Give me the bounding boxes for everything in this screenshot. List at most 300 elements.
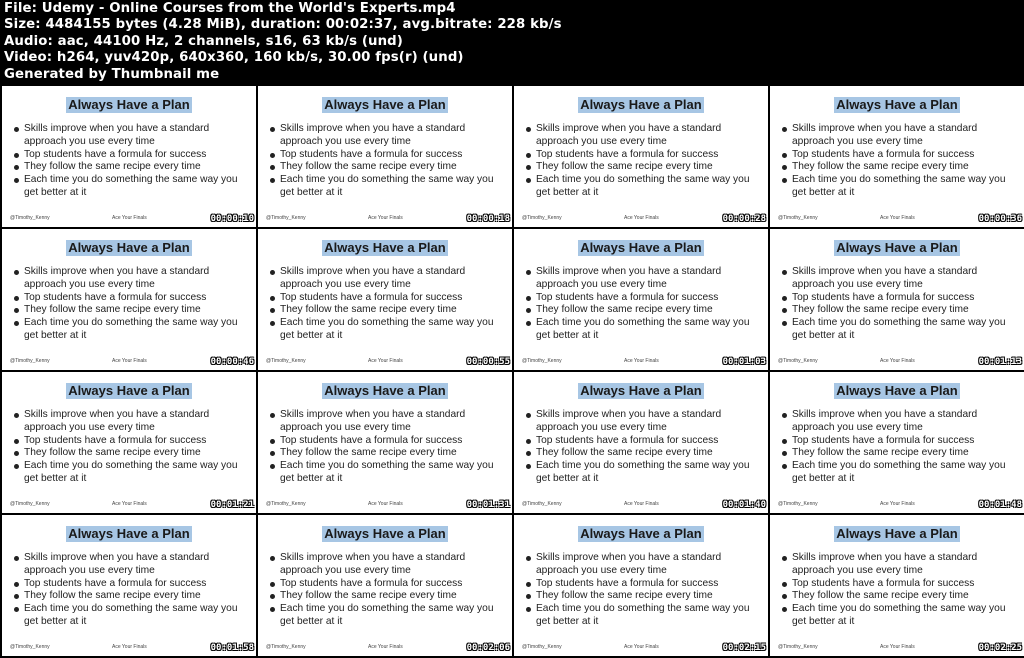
bullet-dot-icon [14,451,19,456]
slide-title [770,239,1024,257]
thumbnail-timestamp: 00:00:10 [210,214,254,224]
slide-bullet-list [11,409,251,486]
slide-bullet [11,174,251,200]
slide-bullet [267,317,507,343]
bullet-dot-icon [270,582,275,587]
video-thumbnail [258,229,512,370]
bullet-text: They follow the same recipe every time [792,590,969,602]
bullet-text: Each time you do something the same way you get better at it [280,460,494,484]
bullet-dot-icon [270,451,275,456]
slide-title-text: Always Have a Plan [580,526,702,541]
slide-title-text: Always Have a Plan [836,97,958,112]
slide-bullet-list [267,552,507,629]
slide-bullet [523,149,763,162]
bullet-dot-icon [782,413,787,418]
slide-bullet [267,552,507,578]
slide-footer-course: Ace Your Finals [880,358,915,364]
bullet-text: Skills improve when you have a standard approach you use every time [280,552,466,576]
slide-bullet [11,590,251,603]
slide-bullet [779,590,1019,603]
slide-bullet-list [523,552,763,629]
slide-bullet [267,590,507,603]
bullet-text: Top students have a formula for success [536,291,719,303]
bullet-text: Top students have a formula for success [792,577,975,589]
slide-bullet [779,174,1019,200]
thumbnail-timestamp: 00:00:28 [722,214,766,224]
slide-title-text: Always Have a Plan [580,240,702,255]
slide-title [2,525,256,543]
slide-footer-course: Ace Your Finals [368,215,403,221]
thumbnail-timestamp: 00:00:46 [210,357,254,367]
slide-footer-author: @Timothy_Kenny [266,215,306,221]
slide-footer-course: Ace Your Finals [112,644,147,650]
bullet-text: They follow the same recipe every time [280,161,457,173]
bullet-dot-icon [526,296,531,301]
bullet-dot-icon [782,321,787,326]
bullet-text: They follow the same recipe every time [792,304,969,316]
slide-bullet [779,552,1019,578]
slide-bullet [779,435,1019,448]
thumbnail-timestamp: 00:00:36 [978,214,1022,224]
slide-bullet [11,266,251,292]
slide-bullet [779,460,1019,486]
slide-bullet [267,266,507,292]
bullet-dot-icon [782,594,787,599]
slide-bullet [267,292,507,305]
thumbnail-timestamp: 00:02:25 [978,643,1022,653]
slide-footer-author: @Timothy_Kenny [778,215,818,221]
bullet-dot-icon [782,296,787,301]
thumbnail-timestamp: 00:01:58 [210,643,254,653]
bullet-text: They follow the same recipe every time [536,447,713,459]
bullet-dot-icon [782,556,787,561]
slide-title [2,96,256,114]
slide-footer-author: @Timothy_Kenny [266,501,306,507]
video-thumbnail [514,372,768,513]
slide-bullet [779,123,1019,149]
slide-title [770,382,1024,400]
bullet-dot-icon [782,582,787,587]
slide-bullet [523,552,763,578]
bullet-dot-icon [526,594,531,599]
slide-bullet [11,317,251,343]
slide-footer-author: @Timothy_Kenny [10,215,50,221]
bullet-text: Each time you do something the same way you get better at it [280,317,494,341]
bullet-text: Top students have a formula for success [280,148,463,160]
bullet-text: Top students have a formula for success [280,291,463,303]
slide-footer-author: @Timothy_Kenny [522,644,562,650]
bullet-text: Skills improve when you have a standard approach you use every time [536,552,722,576]
slide-bullet [523,435,763,448]
slide-footer-author: @Timothy_Kenny [522,501,562,507]
bullet-text: They follow the same recipe every time [24,590,201,602]
bullet-dot-icon [14,308,19,313]
bullet-text: They follow the same recipe every time [280,447,457,459]
slide-bullet [779,603,1019,629]
slide-bullet [523,161,763,174]
bullet-dot-icon [782,464,787,469]
bullet-dot-icon [782,607,787,612]
bullet-dot-icon [14,270,19,275]
bullet-dot-icon [526,556,531,561]
thumbnail-timestamp: 00:01:13 [978,357,1022,367]
bullet-text: Each time you do something the same way you get better at it [536,174,750,198]
slide-bullet [779,149,1019,162]
bullet-text: Each time you do something the same way you get better at it [536,603,750,627]
slide-footer-author: @Timothy_Kenny [10,644,50,650]
slide-bullet [11,304,251,317]
bullet-dot-icon [14,296,19,301]
thumbnail-timestamp: 00:01:21 [210,500,254,510]
slide-bullet [523,409,763,435]
slide-title-text: Always Have a Plan [580,97,702,112]
slide-bullet-list [779,409,1019,486]
audio-line: Audio: aac, 44100 Hz, 2 channels, s16, 63 kb/s (und) [4,33,403,49]
bullet-text: Skills improve when you have a standard approach you use every time [536,266,722,290]
bullet-dot-icon [526,321,531,326]
slide-bullet [779,409,1019,435]
bullet-text: Each time you do something the same way you get better at it [792,317,1006,341]
slide-bullet [267,435,507,448]
bullet-text: Each time you do something the same way you get better at it [280,603,494,627]
slide-bullet [779,304,1019,317]
bullet-text: Skills improve when you have a standard approach you use every time [792,123,978,147]
bullet-text: Each time you do something the same way you get better at it [24,460,238,484]
video-line: Video: h264, yuv420p, 640x360, 160 kb/s, 30.00 fps(r) (und) [4,50,464,66]
bullet-dot-icon [14,165,19,170]
slide-bullet [523,292,763,305]
slide-footer-course: Ace Your Finals [624,501,659,507]
slide-bullet [779,266,1019,292]
slide-bullet [11,578,251,591]
bullet-dot-icon [526,127,531,132]
video-thumbnail [514,229,768,370]
slide-title-text: Always Have a Plan [68,97,190,112]
slide-bullet [267,161,507,174]
slide-bullet [267,447,507,460]
slide-footer-course: Ace Your Finals [368,644,403,650]
slide-bullet [523,304,763,317]
slide-bullet [11,460,251,486]
slide-bullet [523,578,763,591]
video-thumbnail [770,372,1024,513]
slide-bullet-list [267,123,507,200]
bullet-dot-icon [14,594,19,599]
slide-bullet-list [779,266,1019,343]
bullet-dot-icon [14,153,19,158]
slide-title [258,525,512,543]
bullet-text: Each time you do something the same way you get better at it [24,317,238,341]
slide-bullet-list [523,266,763,343]
slide-bullet [11,161,251,174]
slide-footer-course: Ace Your Finals [624,644,659,650]
bullet-dot-icon [526,178,531,183]
bullet-text: Skills improve when you have a standard approach you use every time [792,409,978,433]
file-info-header [0,0,1024,86]
slide-bullet [779,317,1019,343]
bullet-text: Top students have a formula for success [24,148,207,160]
slide-title-text: Always Have a Plan [68,383,190,398]
slide-footer-course: Ace Your Finals [112,215,147,221]
slide-footer-course: Ace Your Finals [880,501,915,507]
bullet-text: They follow the same recipe every time [792,161,969,173]
bullet-text: They follow the same recipe every time [24,161,201,173]
bullet-dot-icon [782,270,787,275]
bullet-text: Each time you do something the same way you get better at it [792,174,1006,198]
thumbnail-timestamp: 00:00:55 [466,357,510,367]
slide-footer-course: Ace Your Finals [112,358,147,364]
video-thumbnail [2,372,256,513]
thumbnail-timestamp: 00:01:03 [722,357,766,367]
bullet-dot-icon [270,607,275,612]
slide-bullet-list [11,552,251,629]
slide-footer-course: Ace Your Finals [112,501,147,507]
slide-title [514,525,768,543]
bullet-text: Skills improve when you have a standard approach you use every time [24,266,210,290]
slide-footer-course: Ace Your Finals [368,358,403,364]
video-thumbnail [258,515,512,656]
bullet-dot-icon [526,165,531,170]
bullet-text: Skills improve when you have a standard approach you use every time [24,123,210,147]
slide-title-text: Always Have a Plan [580,383,702,398]
slide-title-text: Always Have a Plan [324,240,446,255]
slide-title [2,382,256,400]
bullet-text: Top students have a formula for success [280,434,463,446]
slide-bullet [779,578,1019,591]
slide-bullet [523,460,763,486]
bullet-dot-icon [270,296,275,301]
bullet-dot-icon [782,127,787,132]
bullet-dot-icon [14,321,19,326]
slide-title-text: Always Have a Plan [836,526,958,541]
slide-bullet-list [11,266,251,343]
bullet-text: They follow the same recipe every time [24,304,201,316]
slide-title [770,96,1024,114]
video-thumbnail [514,515,768,656]
slide-title-text: Always Have a Plan [68,240,190,255]
generated-line: Generated by Thumbnail me [4,66,220,82]
slide-bullet-list [11,123,251,200]
bullet-text: Top students have a formula for success [280,577,463,589]
bullet-text: Each time you do something the same way you get better at it [792,460,1006,484]
slide-title-text: Always Have a Plan [324,383,446,398]
bullet-dot-icon [782,153,787,158]
bullet-text: Each time you do something the same way you get better at it [24,603,238,627]
bullet-text: Top students have a formula for success [792,148,975,160]
slide-title [2,239,256,257]
slide-title-text: Always Have a Plan [324,526,446,541]
bullet-dot-icon [782,451,787,456]
bullet-dot-icon [782,165,787,170]
bullet-text: Each time you do something the same way you get better at it [280,174,494,198]
slide-footer-course: Ace Your Finals [624,358,659,364]
thumbnail-timestamp: 00:02:06 [466,643,510,653]
bullet-dot-icon [526,451,531,456]
slide-footer-author: @Timothy_Kenny [266,358,306,364]
bullet-text: They follow the same recipe every time [280,590,457,602]
bullet-text: Skills improve when you have a standard approach you use every time [536,123,722,147]
slide-bullet [11,149,251,162]
bullet-text: Skills improve when you have a standard approach you use every time [24,552,210,576]
slide-bullet [267,304,507,317]
video-thumbnail [770,86,1024,227]
thumbnail-timestamp: 00:02:15 [722,643,766,653]
slide-bullet-list [779,552,1019,629]
bullet-text: They follow the same recipe every time [24,447,201,459]
slide-footer-author: @Timothy_Kenny [778,358,818,364]
bullet-text: Skills improve when you have a standard approach you use every time [280,123,466,147]
bullet-text: Skills improve when you have a standard approach you use every time [280,266,466,290]
bullet-dot-icon [14,178,19,183]
bullet-text: Skills improve when you have a standard approach you use every time [24,409,210,433]
slide-title [258,382,512,400]
bullet-text: They follow the same recipe every time [792,447,969,459]
bullet-text: They follow the same recipe every time [536,161,713,173]
bullet-dot-icon [270,594,275,599]
slide-title [514,239,768,257]
slide-footer-author: @Timothy_Kenny [778,644,818,650]
slide-footer-author: @Timothy_Kenny [522,215,562,221]
video-thumbnail [2,229,256,370]
bullet-text: They follow the same recipe every time [536,304,713,316]
bullet-dot-icon [270,178,275,183]
slide-title [258,96,512,114]
thumbnail-timestamp: 00:01:48 [978,500,1022,510]
bullet-dot-icon [14,439,19,444]
video-thumbnail [2,515,256,656]
bullet-dot-icon [270,321,275,326]
slide-bullet [11,552,251,578]
slide-bullet-list [779,123,1019,200]
bullet-dot-icon [14,582,19,587]
slide-bullet [523,590,763,603]
bullet-dot-icon [270,153,275,158]
slide-bullet [523,123,763,149]
slide-bullet [523,174,763,200]
bullet-dot-icon [270,464,275,469]
slide-footer-author: @Timothy_Kenny [522,358,562,364]
video-thumbnail [770,229,1024,370]
bullet-dot-icon [14,556,19,561]
bullet-dot-icon [526,153,531,158]
bullet-text: Each time you do something the same way you get better at it [536,317,750,341]
bullet-text: They follow the same recipe every time [280,304,457,316]
bullet-text: Skills improve when you have a standard approach you use every time [280,409,466,433]
slide-title-text: Always Have a Plan [836,383,958,398]
slide-title [770,525,1024,543]
bullet-text: Top students have a formula for success [24,577,207,589]
slide-bullet-list [267,266,507,343]
bullet-text: Top students have a formula for success [536,434,719,446]
bullet-dot-icon [270,127,275,132]
slide-bullet [779,161,1019,174]
bullet-dot-icon [526,270,531,275]
slide-footer-author: @Timothy_Kenny [10,501,50,507]
slide-bullet [267,123,507,149]
bullet-text: Top students have a formula for success [792,291,975,303]
bullet-text: Top students have a formula for success [536,577,719,589]
video-thumbnail [258,372,512,513]
bullet-dot-icon [270,556,275,561]
bullet-dot-icon [14,464,19,469]
bullet-dot-icon [14,127,19,132]
bullet-dot-icon [270,270,275,275]
slide-bullet [267,409,507,435]
bullet-dot-icon [782,308,787,313]
slide-footer-course: Ace Your Finals [880,215,915,221]
bullet-text: Top students have a formula for success [792,434,975,446]
slide-bullet [523,317,763,343]
thumbnail-grid [0,86,1024,656]
slide-bullet [11,447,251,460]
slide-title [258,239,512,257]
slide-bullet [267,174,507,200]
slide-title-text: Always Have a Plan [68,526,190,541]
bullet-text: Each time you do something the same way you get better at it [792,603,1006,627]
slide-bullet [523,447,763,460]
bullet-dot-icon [526,413,531,418]
slide-bullet [11,603,251,629]
slide-bullet [779,447,1019,460]
slide-bullet-list [523,123,763,200]
thumbnail-timestamp: 00:00:18 [466,214,510,224]
bullet-text: Top students have a formula for success [24,434,207,446]
file-line: File: Udemy - Online Courses from the World's Experts.mp4 [4,1,456,16]
bullet-text: Each time you do something the same way you get better at it [536,460,750,484]
thumbnail-timestamp: 00:01:31 [466,500,510,510]
bullet-dot-icon [526,464,531,469]
slide-bullet [11,292,251,305]
bullet-text: They follow the same recipe every time [536,590,713,602]
slide-footer-author: @Timothy_Kenny [10,358,50,364]
video-thumbnail [2,86,256,227]
size-line: Size: 4484155 bytes (4.28 MiB), duration: 00:02:37, avg.bitrate: 228 kb/s [4,17,562,33]
slide-footer-author: @Timothy_Kenny [266,644,306,650]
slide-footer-author: @Timothy_Kenny [778,501,818,507]
bullet-dot-icon [270,439,275,444]
slide-bullet [779,292,1019,305]
slide-bullet [267,603,507,629]
slide-bullet [267,149,507,162]
bullet-text: Each time you do something the same way you get better at it [24,174,238,198]
slide-bullet [523,603,763,629]
bullet-dot-icon [526,607,531,612]
bullet-text: Skills improve when you have a standard approach you use every time [792,266,978,290]
slide-title-text: Always Have a Plan [324,97,446,112]
bullet-text: Top students have a formula for success [536,148,719,160]
slide-footer-course: Ace Your Finals [624,215,659,221]
bullet-dot-icon [782,439,787,444]
video-thumbnail [770,515,1024,656]
bullet-dot-icon [14,413,19,418]
slide-bullet [267,578,507,591]
bullet-dot-icon [526,308,531,313]
bullet-dot-icon [270,165,275,170]
bullet-dot-icon [14,607,19,612]
bullet-dot-icon [270,308,275,313]
slide-title [514,382,768,400]
bullet-text: Top students have a formula for success [24,291,207,303]
bullet-dot-icon [526,439,531,444]
slide-bullet [11,435,251,448]
slide-title-text: Always Have a Plan [836,240,958,255]
bullet-dot-icon [270,413,275,418]
slide-bullet-list [523,409,763,486]
bullet-text: Skills improve when you have a standard approach you use every time [792,552,978,576]
thumbnail-timestamp: 00:01:40 [722,500,766,510]
slide-bullet-list [267,409,507,486]
video-thumbnail [258,86,512,227]
